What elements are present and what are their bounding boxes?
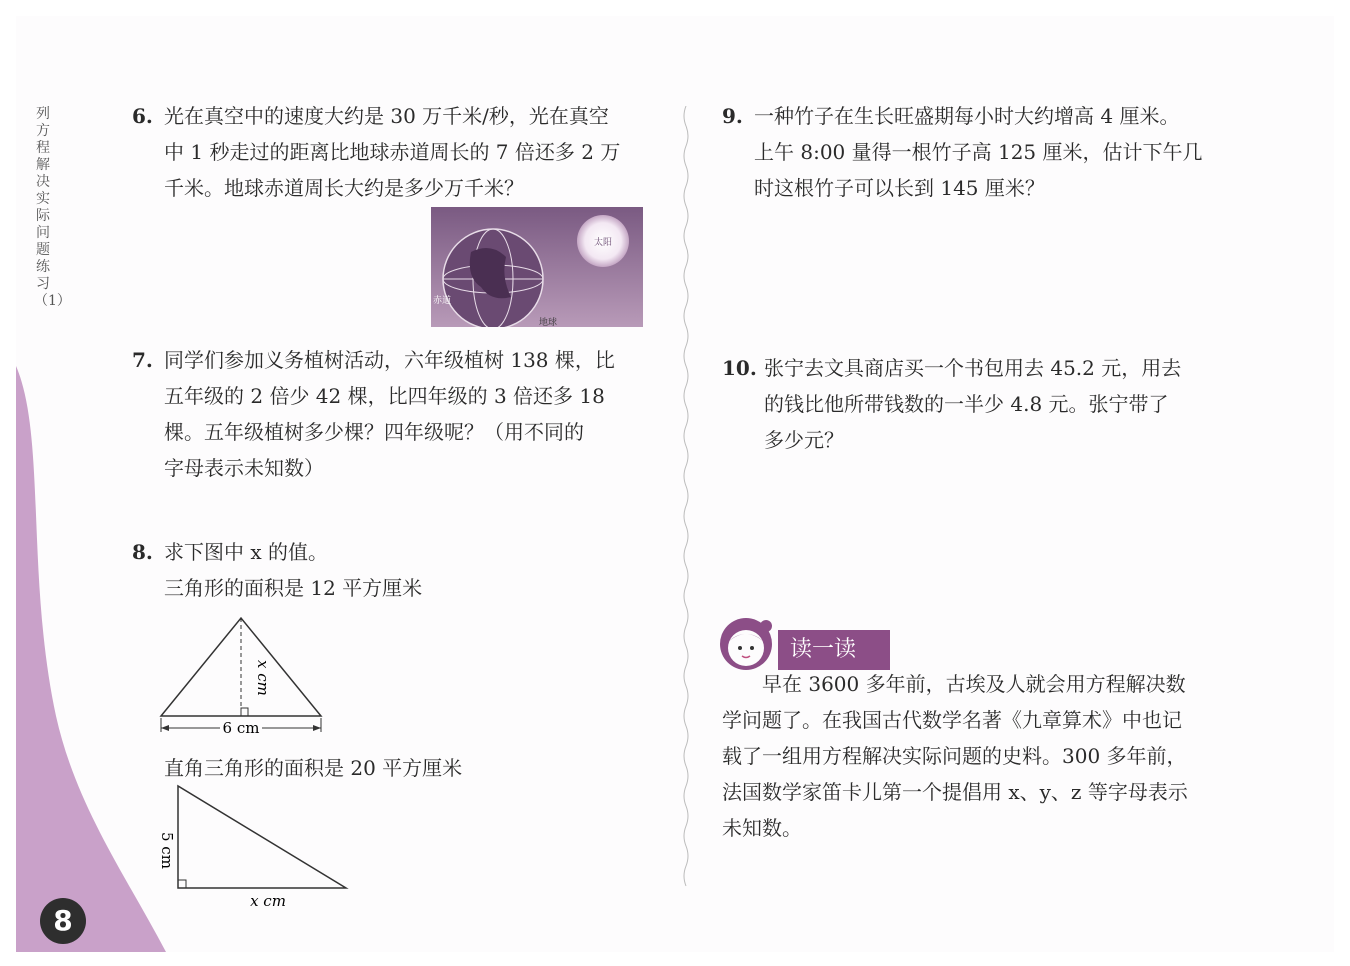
read-line: 载了一组用方程解决实际问题的史料。300 多年前，: [722, 744, 1187, 768]
question-line: 的钱比他所带钱数的一半少 4.8 元。张宁带了: [764, 392, 1169, 416]
column-divider: [682, 106, 690, 896]
read-section-tag: 读一读: [778, 630, 890, 670]
base-label: 6 cm: [222, 719, 260, 737]
leg-label: 5 cm: [158, 832, 176, 869]
question-number: 10.: [722, 356, 757, 380]
question-line: 五年级的 2 倍少 42 棵，比四年级的 3 倍还多 18: [164, 384, 605, 408]
question-line: 张宁去文具商店买一个书包用去 45.2 元，用去: [764, 356, 1182, 380]
question-line: 三角形的面积是 12 平方厘米: [164, 576, 423, 600]
question-line: 字母表示未知数）: [164, 456, 324, 480]
read-line: 法国数学家笛卡儿第一个提倡用 x、y、z 等字母表示: [722, 780, 1188, 804]
question-line: 中 1 秒走过的距离比地球赤道周长的 7 倍还多 2 万: [164, 140, 621, 164]
question-line: 多少元？: [764, 428, 844, 452]
question-number: 9.: [722, 104, 743, 128]
question-number: 8.: [132, 540, 153, 564]
earth-label: 地球: [539, 318, 558, 327]
question-line: 时这根竹子可以长到 145 厘米？: [754, 176, 1045, 200]
height-label: x cm: [254, 660, 272, 696]
question-number: 7.: [132, 348, 153, 372]
question-line: 棵。五年级植树多少棵？四年级呢？（用不同的: [164, 420, 584, 444]
question-line: 同学们参加义务植树活动，六年级植树 138 棵，比: [164, 348, 615, 372]
question-line: 上午 8:00 量得一根竹子高 125 厘米，估计下午几: [754, 140, 1203, 164]
question-line: 直角三角形的面积是 20 平方厘米: [164, 756, 463, 780]
read-line: 早在 3600 多年前，古埃及人就会用方程解决数: [722, 672, 1186, 696]
earth-sun-illustration: [431, 207, 643, 327]
right-triangle-figure: [156, 782, 356, 912]
workbook-page: [16, 16, 1334, 952]
question-line: 光在真空中的速度大约是 30 万千米/秒，光在真空: [164, 104, 609, 128]
side-title: 列方程解决实际问题练习（1）: [34, 106, 71, 309]
read-section-body: [722, 666, 1236, 846]
question-line: 千米。地球赤道周长大约是多少万千米？: [164, 176, 524, 200]
page-number: 8: [40, 898, 86, 944]
read-line: 学问题了。在我国古代数学名著《九章算术》中也记: [722, 708, 1182, 732]
sun-label: 太阳: [594, 238, 613, 248]
question-line: 求下图中 x 的值。: [164, 540, 328, 564]
base-label: x cm: [250, 892, 286, 910]
question-8-part2: [164, 750, 644, 786]
question-line: 一种竹子在生长旺盛期每小时大约增高 4 厘米。: [754, 104, 1180, 128]
question-number: 6.: [132, 104, 153, 128]
read-line: 未知数。: [722, 816, 802, 840]
equator-label: 赤道: [433, 296, 452, 306]
triangle-figure: [156, 612, 326, 742]
